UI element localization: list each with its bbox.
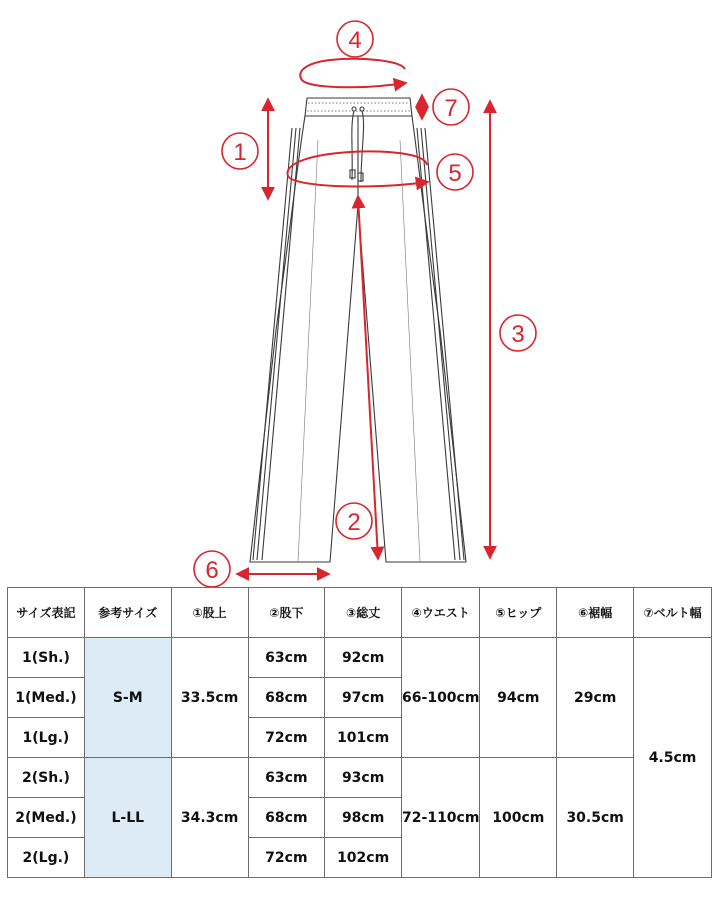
pants-illustration — [250, 98, 466, 562]
table-row — [8, 638, 712, 678]
size-label-cell: 2(Lg.) — [8, 838, 85, 878]
waist-cell: 72-110cm — [402, 758, 480, 878]
size-label-cell: 2(Med.) — [8, 798, 85, 838]
measurement-annotations — [238, 59, 490, 574]
inseam-cell: 68cm — [248, 678, 325, 718]
marker-2-label: 2 — [347, 509, 361, 536]
marker-7 — [433, 89, 469, 125]
size-label-cell: 1(Med.) — [8, 678, 85, 718]
marker-6 — [194, 551, 230, 587]
hip-arrow — [288, 151, 427, 186]
length-cell: 93cm — [325, 758, 402, 798]
header-waist: ④ウエスト — [402, 588, 480, 638]
header-rise: ①股上 — [171, 588, 248, 638]
marker-1-label: 1 — [233, 139, 247, 166]
hip-cell: 94cm — [480, 638, 557, 758]
inseam-cell: 63cm — [248, 758, 325, 798]
hem-width-cell: 29cm — [557, 638, 634, 758]
header-total-length: ③総丈 — [325, 588, 402, 638]
size-label-cell: 1(Sh.) — [8, 638, 85, 678]
rise-cell: 34.3cm — [171, 758, 248, 878]
marker-3-label: 3 — [511, 321, 525, 348]
rise-cell: 33.5cm — [171, 638, 248, 758]
reference-size-cell: S-M — [84, 638, 171, 758]
marker-7-label: 7 — [444, 95, 458, 122]
length-cell: 102cm — [325, 838, 402, 878]
length-cell: 92cm — [325, 638, 402, 678]
hip-cell: 100cm — [480, 758, 557, 878]
belt-width-cell: 4.5cm — [634, 638, 712, 878]
marker-6-label: 6 — [205, 557, 219, 584]
inseam-cell: 68cm — [248, 798, 325, 838]
header-inseam: ②股下 — [248, 588, 325, 638]
length-cell: 98cm — [325, 798, 402, 838]
header-size-label: サイズ表記 — [8, 588, 85, 638]
table-row — [8, 758, 712, 798]
marker-5 — [437, 154, 473, 190]
size-chart-table — [7, 587, 712, 878]
marker-2 — [336, 503, 372, 539]
marker-4 — [337, 21, 373, 57]
waist-cell: 66-100cm — [402, 638, 480, 758]
header-hem-width: ⑥裾幅 — [557, 588, 634, 638]
marker-3 — [500, 315, 536, 351]
header-hip: ⑤ヒップ — [480, 588, 557, 638]
table-header-row — [8, 588, 712, 638]
length-cell: 97cm — [325, 678, 402, 718]
marker-1 — [222, 133, 258, 169]
header-belt-width: ⑦ベルト幅 — [634, 588, 712, 638]
length-cell: 101cm — [325, 718, 402, 758]
inseam-cell: 63cm — [248, 638, 325, 678]
inseam-cell: 72cm — [248, 838, 325, 878]
hem-width-cell: 30.5cm — [557, 758, 634, 878]
marker-4-label: 4 — [348, 27, 362, 54]
inseam-cell: 72cm — [248, 718, 325, 758]
header-reference-size: 参考サイズ — [84, 588, 171, 638]
reference-size-cell: L-LL — [84, 758, 171, 878]
waist-arrow — [300, 59, 405, 87]
marker-5-label: 5 — [448, 160, 462, 187]
size-label-cell: 1(Lg.) — [8, 718, 85, 758]
size-label-cell: 2(Sh.) — [8, 758, 85, 798]
